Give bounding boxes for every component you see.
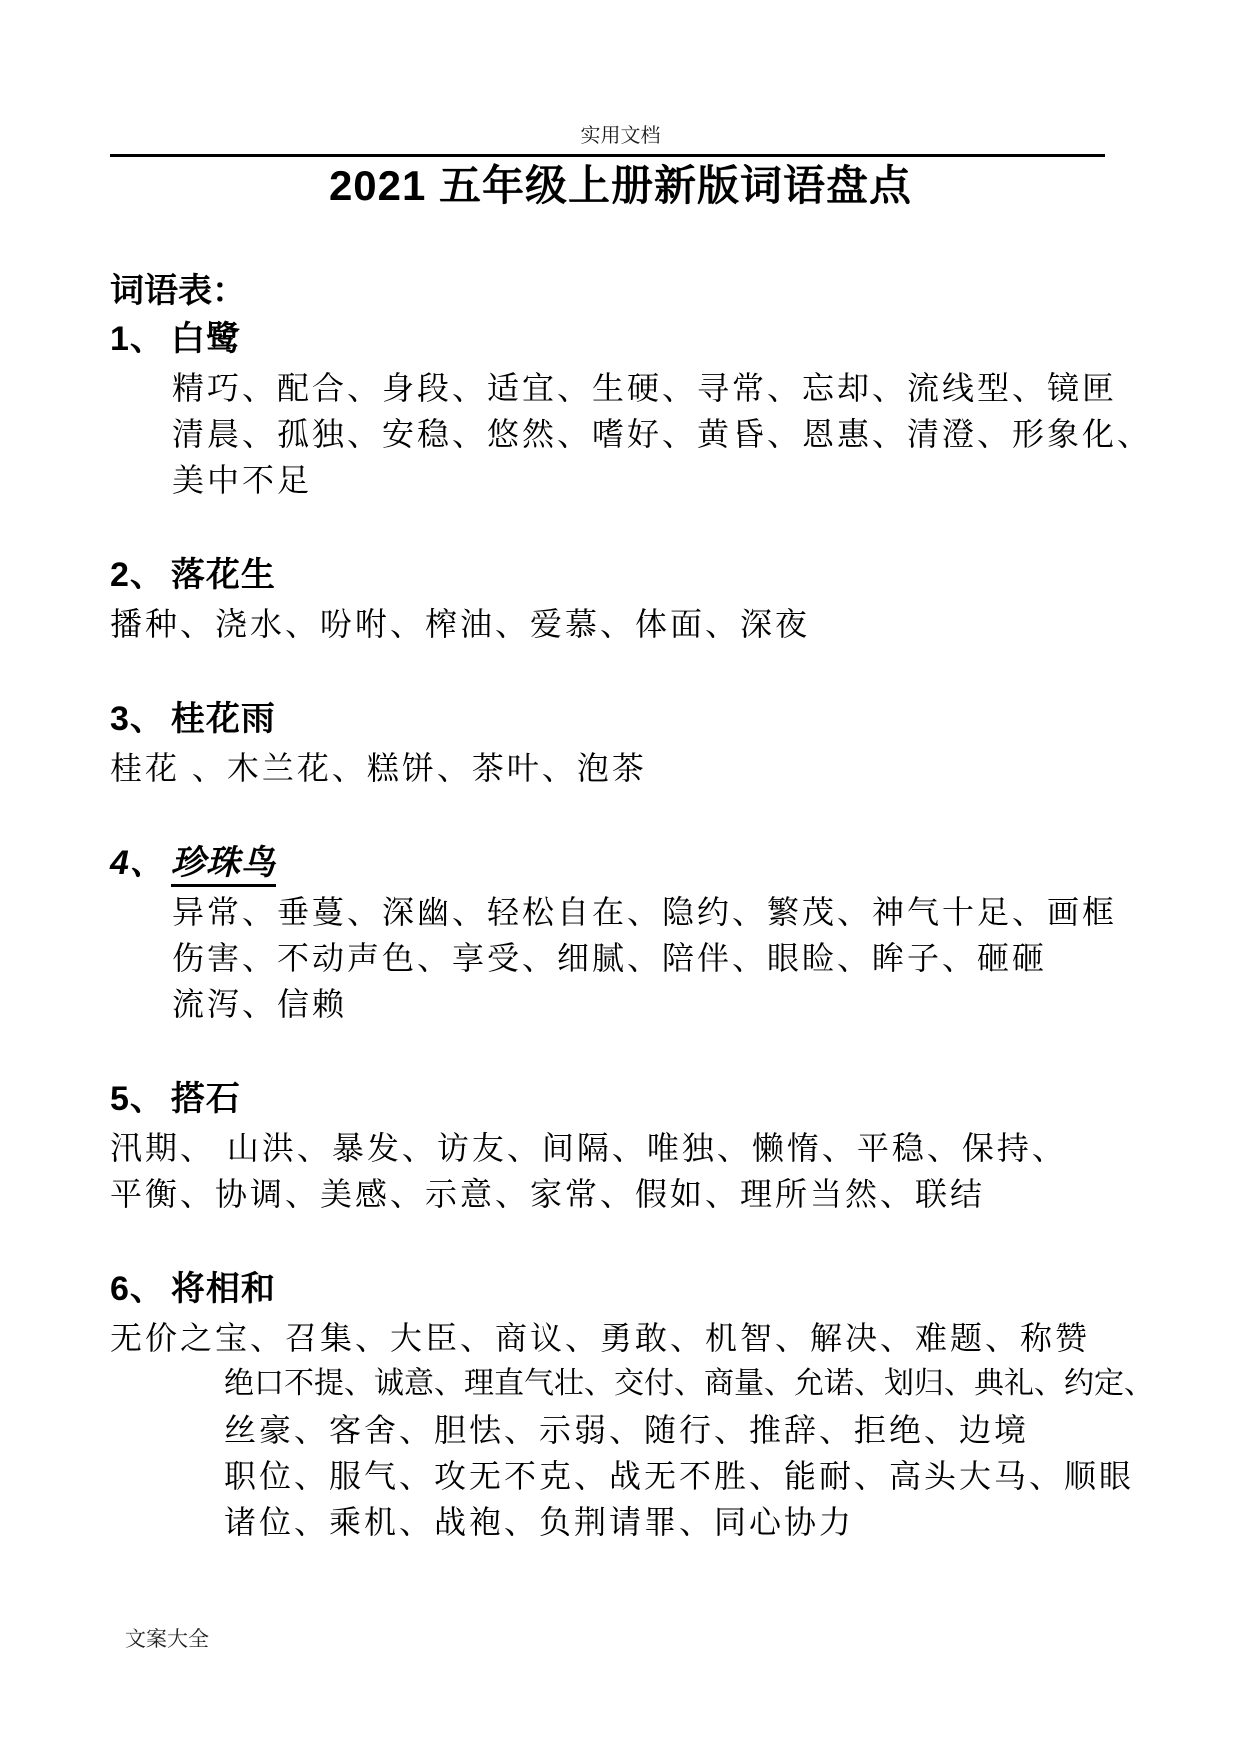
- section-title: 白鹭: [170, 320, 241, 358]
- word-section: [110, 319, 1153, 503]
- word-line: 职位、服气、攻无不克、战无不胜、能耐、高头大马、顺眼: [224, 1458, 1135, 1494]
- section-title: 珍珠鸟: [171, 844, 276, 887]
- page-header-text: 实用文档: [580, 125, 661, 147]
- section-title: 落花生: [170, 556, 276, 594]
- word-line: 伤害、不动声色、享受、细腻、陪伴、眼睑、眸子、砸砸: [172, 940, 1048, 976]
- word-line: 无价之宝、召集、大臣、商议、勇敢、机智、解决、难题、称赞: [110, 1320, 1091, 1356]
- word-line: 桂花 、木兰花、糕饼、茶叶、泡茶: [110, 750, 647, 786]
- word-section: [110, 1269, 1154, 1545]
- word-section: [110, 1079, 1121, 1217]
- document-title: 2021 五年级上册新版词语盘点: [328, 162, 913, 209]
- sections-container: [110, 319, 1154, 1545]
- section-number: 2、: [110, 556, 165, 594]
- word-line: 播种、浇水、吩咐、榨油、爱慕、体面、深夜: [110, 606, 811, 642]
- section-title: 桂花雨: [170, 700, 276, 738]
- word-line: 平衡、协调、美感、示意、家常、假如、理所当然、联结: [110, 1176, 986, 1212]
- section-number: 3、: [110, 700, 165, 738]
- word-section: [110, 843, 1121, 1027]
- word-line: 异常、垂蔓、深幽、轻松自在、隐约、繁茂、神气十足、画框: [172, 894, 1118, 930]
- word-list-label: 词语表：: [110, 272, 246, 310]
- section-title: 搭石: [170, 1080, 241, 1118]
- word-line: 流泻、信赖: [172, 986, 348, 1022]
- page-footer: [125, 1626, 209, 1652]
- section-heading: [110, 1269, 1121, 1309]
- section-number: 6、: [110, 1270, 165, 1308]
- section-title: 将相和: [170, 1270, 276, 1308]
- footer-text: 文案大全: [125, 1627, 209, 1651]
- section-number: 5、: [110, 1080, 165, 1118]
- word-line: 汛期、 山洪、暴发、访友、间隔、唯独、懒惰、平稳、保持、: [110, 1130, 1067, 1166]
- word-line: 丝豪、客舍、胆怯、示弱、随行、推辞、拒绝、边境: [224, 1412, 1030, 1448]
- word-line: 诸位、乘机、战袍、负荆请罪、同心协力: [224, 1504, 855, 1540]
- section-heading: [110, 699, 1121, 739]
- word-section: [110, 555, 1121, 647]
- header-rule: [110, 154, 1105, 157]
- word-line: 美中不足: [172, 462, 313, 498]
- section-heading: [110, 843, 1121, 883]
- word-line: 精巧、配合、身段、适宜、生硬、寻常、忘却、流线型、镜匣: [172, 370, 1118, 406]
- word-line: 绝口不提、诚意、理直气壮、交付、商量、允诺、划归、典礼、约定、: [224, 1367, 1154, 1400]
- section-heading: [110, 1079, 1121, 1119]
- section-heading: [110, 319, 1121, 359]
- section-number: 1、: [110, 320, 165, 358]
- word-section: [110, 699, 1121, 791]
- word-line: 清晨、孤独、安稳、悠然、嗜好、黄昏、恩惠、清澄、形象化、: [172, 416, 1153, 452]
- section-number: 4、: [110, 844, 165, 882]
- section-heading: [110, 555, 1121, 595]
